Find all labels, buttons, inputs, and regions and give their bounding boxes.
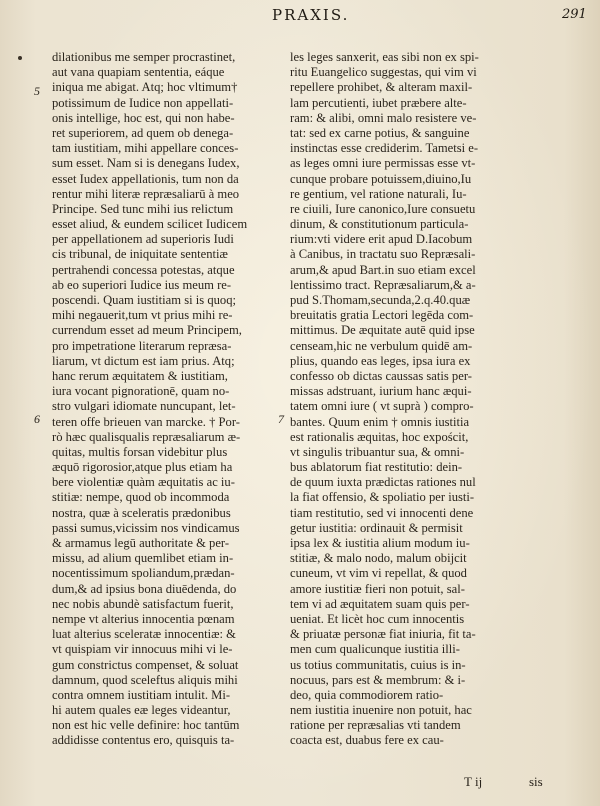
- text-line: est rationalis æquitas, hoc expościt,: [290, 429, 469, 444]
- text-line: tem vi ad æquitatem suam quis per-: [290, 596, 470, 611]
- text-line: coacta est, duabus fere ex cau-: [290, 733, 444, 748]
- text-line: dilationibus me semper procrastinet,: [52, 50, 236, 64]
- margin-note-7: 7: [278, 412, 284, 426]
- text-line: deo, quia commodiorem ratio-: [290, 687, 444, 702]
- text-line: esset aliud, & eundem scilicet Iudicem: [52, 217, 248, 232]
- text-line: ratione per repræsalias vti tandem: [290, 718, 461, 733]
- text-line: lentissimo tract. Repræsaliarum,& a-: [290, 277, 476, 292]
- text-line: nocuus, pars est & membrum: & i-: [290, 672, 466, 687]
- text-line: hanc rerum æquitatem & iustitiam,: [52, 368, 228, 383]
- text-line: nec nobis abundè satisfactum fuerit,: [52, 596, 234, 611]
- text-line: censeam,hic ne verbulum quidē am-: [290, 338, 473, 353]
- text-line: stro vulgari idiomate nuncupant, let-: [52, 399, 236, 414]
- text-line: missu, ad alium quemlibet etiam in-: [52, 551, 234, 566]
- text-line: la fiat offensio, & spoliatio per iusti-: [290, 490, 475, 505]
- text-line: quitas, multis forsan videbitur plus: [52, 444, 228, 459]
- text-line: liarum, vt dictum est iam prius. Atq;: [52, 353, 235, 368]
- text-line: per appellationem ad superioris Iudi: [52, 232, 234, 247]
- text-line: non est hic velle definire: hoc tantūm: [52, 718, 240, 733]
- text-line: teren offe brieuen van marcke. † Por-: [52, 414, 240, 429]
- text-line: arum,& apud Bart.in suo etiam excel: [290, 262, 476, 277]
- margin-note-6: 6: [34, 412, 40, 426]
- text-line: as leges omni iure permissas esse vt-: [290, 156, 476, 171]
- text-line: stitiæ, & malo nodo, malum obijcit: [290, 551, 467, 566]
- text-line: tiam restitutio, sed vi innocenti dene: [290, 505, 474, 520]
- text-line: les leges sanxerit, eas sibi non ex spi-: [290, 50, 479, 64]
- text-line: lam percutienti, iubet præbere alte-: [290, 95, 467, 110]
- text-line: hi autem quales eæ leges videantur,: [52, 703, 231, 718]
- catchword: sis: [529, 774, 543, 789]
- text-line: us totius communitatis, cuius is in-: [290, 657, 466, 672]
- right-text-column: [290, 50, 516, 749]
- text-line: currendum esset ad meum Principem,: [52, 323, 242, 338]
- text-line: onis intellige, hoc est, qui non habe-: [52, 110, 235, 125]
- text-line: amore iustitiæ fieri non potuit, sal-: [290, 581, 465, 596]
- text-line: pertrahendi concessa potestas, atque: [52, 262, 235, 277]
- text-line: rentur mihi literæ repræsaliarū à meo: [52, 186, 240, 201]
- text-line: luat alterius sceleratæ innocentiæ: &: [52, 627, 236, 642]
- text-line: rium:vti videre erit apud D.Iacobum: [290, 232, 473, 247]
- running-head: PRAXIS.: [272, 6, 350, 24]
- page-number: 291: [562, 7, 587, 22]
- text-line: vt quispiam vir innocuus mihi vi le-: [52, 642, 233, 657]
- text-line: tat: sed ex carne potius, & sanguine: [290, 125, 470, 140]
- text-line: æquō rigorosior,atque plus etiam ha: [52, 460, 233, 475]
- text-line: aut vana quapiam sententia, eáque: [52, 65, 225, 80]
- text-line: esset Iudex appellationis, tum non da: [52, 171, 239, 186]
- text-line: addidisse contentus ero, quisquis ta-: [52, 733, 235, 748]
- text-line: ab eo superiori Iudice ius meum re-: [52, 277, 232, 292]
- text-line: breuitatis gratia Lectori legēda com-: [290, 308, 474, 323]
- text-line: getur iustitia: ordinauit & permisit: [290, 520, 463, 535]
- text-line: repellere prohibet, & alteram maxil-: [290, 80, 473, 95]
- text-line: vt singulis tribuantur sua, & omni-: [290, 444, 465, 459]
- text-line: re gentium, vel ratione naturali, Iu-: [290, 186, 467, 201]
- text-line: nocentissimum spoliandum,prædan-: [52, 566, 235, 581]
- text-line: re ciuili, Iure canonico,Iure consuetu: [290, 201, 476, 216]
- left-text-column: [52, 50, 277, 749]
- text-line: potissimum de Iudice non appellati-: [52, 95, 234, 110]
- text-line: tatem omni iure ( vt suprà ) compro-: [290, 399, 474, 414]
- signature-mark: T ij: [464, 774, 483, 789]
- text-line: ram: & alibi, omni malo resistere ve-: [290, 110, 477, 125]
- text-line: rò hæc qualisqualis repræsaliarum æ-: [52, 429, 241, 444]
- text-line: tam iustitiam, mihi appellare conces-: [52, 141, 239, 156]
- text-line: ueniat. Et licèt hoc cum innocentis: [290, 611, 465, 626]
- page-header: [0, 6, 600, 26]
- text-line: iura vocant pignorationē, quam no-: [52, 384, 230, 399]
- text-line: bus ablatorum fiat restitutio: dein-: [290, 460, 463, 475]
- text-line: ritu Euangelico suggestas, qui vim vi: [290, 65, 477, 80]
- text-line: plius, quando eas leges, ipsa iura ex: [290, 353, 471, 368]
- text-line: gum constrictus compenset, & soluat: [52, 657, 239, 672]
- text-line: ipsa lex & iustitia alium modum iu-: [290, 536, 470, 550]
- text-line: contra omnem iustitiam intulit. Mi-: [52, 687, 231, 702]
- text-line: confesso ob dictas caussas satis per-: [290, 368, 472, 383]
- text-line: nostra, quæ à sceleratis prædonibus: [52, 505, 231, 520]
- text-line: damnum, quod sceleftus aliquis mihi: [52, 672, 238, 687]
- text-line: stitiæ: nempe, quod ob incommoda: [52, 490, 230, 505]
- text-line: poscendi. Quam iustitiam si is quoq;: [52, 293, 236, 307]
- text-line: de quum iuxta prædictas rationes nul: [290, 475, 476, 490]
- text-line: pro impetratione literarum repræsa-: [52, 338, 232, 353]
- text-line: missas adstruant, iurium hanc æqui-: [290, 384, 472, 399]
- text-line: instinctas esse crediderim. Tametsi e-: [290, 141, 479, 156]
- text-line: à Canibus, in tractatu suo Repræsali-: [290, 247, 476, 262]
- text-line: nem iustitia inuenire non potuit, hac: [290, 703, 472, 718]
- text-line: cuneum, vt vim vi repellat, & quod: [290, 566, 467, 581]
- text-line: Principe. Sed tunc mihi ius relictum: [52, 201, 234, 216]
- text-line: & armamus legū authoritate & per-: [52, 536, 230, 550]
- text-line: cunque probare potuissem,diuino,Iu: [290, 171, 472, 186]
- text-line: sum esset. Nam si is denegans Iudex,: [52, 156, 240, 171]
- text-line: mihi negauerit,tum vt prius mihi re-: [52, 308, 233, 323]
- text-line: iniqua me abigat. Atq; hoc vltimum†: [52, 80, 238, 95]
- text-line: passi sumus,vicissim nos vindicamus: [52, 520, 240, 535]
- text-line: & priuatæ personæ fiat iniuria, fit ta-: [290, 627, 476, 642]
- margin-dot-mark: [18, 56, 22, 60]
- text-line: cis tribunal, de iniquitate sententiæ: [52, 247, 228, 262]
- text-line: pud S.Thomam,secunda,2.q.40.quæ: [290, 293, 471, 307]
- margin-note-5: 5: [34, 84, 40, 98]
- text-line: dinum, & constitutionum particula-: [290, 217, 469, 232]
- text-line: bantes. Quum enim † omnis iustitia: [290, 414, 470, 429]
- text-line: ret superiorem, ad quem ob denega-: [52, 125, 234, 140]
- text-line: dum,& ad ipsius bona diuēdenda, do: [52, 581, 237, 596]
- text-line: men cum qualicunque iustitia illi-: [290, 642, 460, 657]
- text-line: bere violentiæ quàm æquitatis ac iu-: [52, 475, 235, 490]
- text-line: nempe vt alterius innocentia pœnam: [52, 611, 235, 626]
- text-line: mittimus. De æquitate autē quid ipse: [290, 323, 475, 338]
